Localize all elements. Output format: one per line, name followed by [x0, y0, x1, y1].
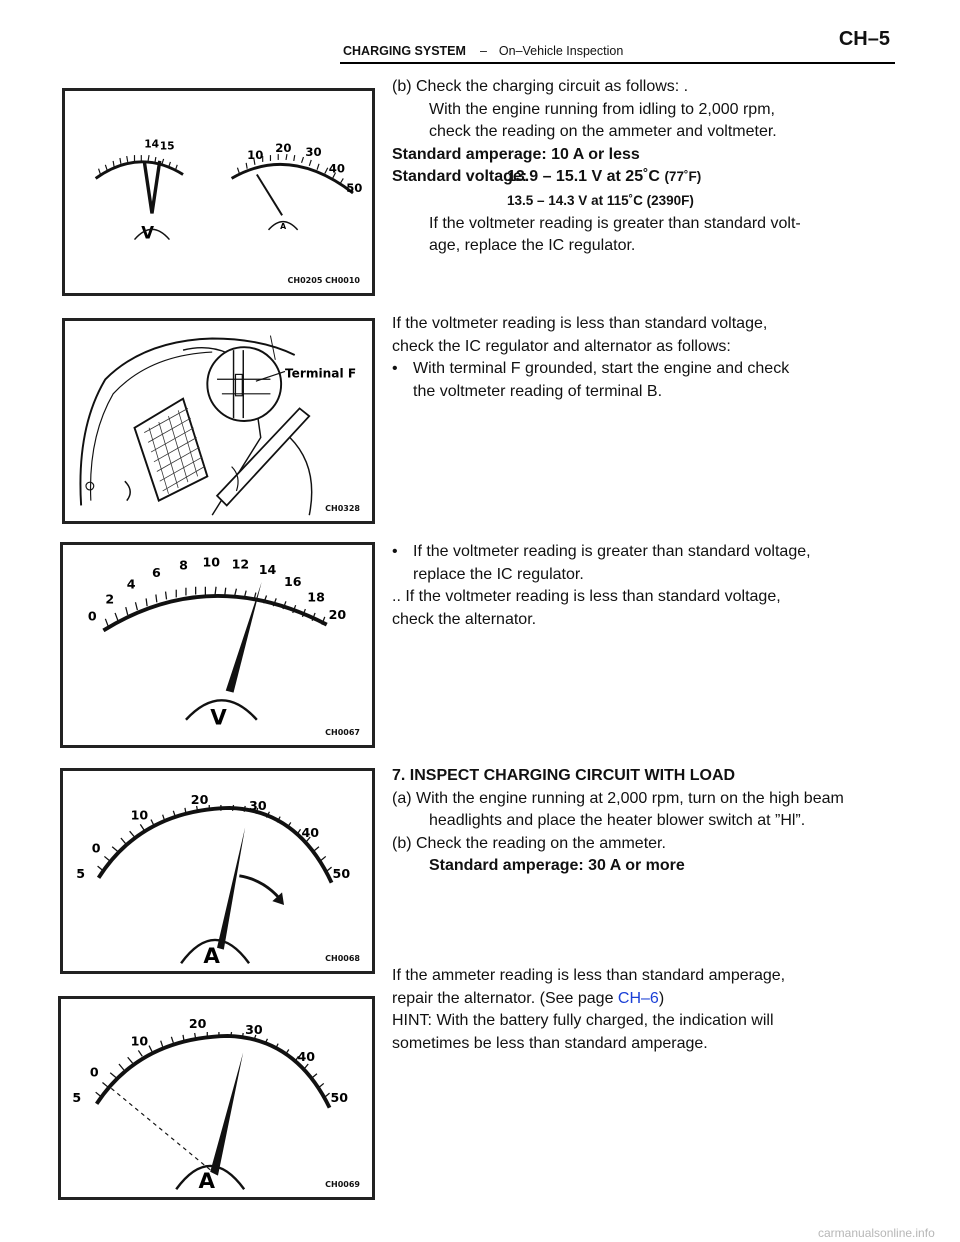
block4-line4: Standard amperage: 30 A or more [429, 857, 685, 874]
fig3-tick-4: 4 [126, 576, 136, 592]
volt-amp-meters-drawing [65, 91, 372, 293]
block2-line1: If the voltmeter reading is less than standard voltage, [392, 315, 768, 332]
figure-ammeter-reference [58, 996, 375, 1200]
block4-line2: headlights and place the heater blower switch at ”Hl”. [429, 812, 806, 829]
block4-heading: 7. INSPECT CHARGING CIRCUIT WITH LOAD [392, 767, 736, 784]
block5-line2-pre: repair the alternator. (See page [392, 989, 618, 1007]
text-block-voltmeter-result [392, 541, 862, 631]
fig5-ammeter-label: A [198, 1169, 216, 1195]
block3-line2: replace the IC regulator. [413, 565, 584, 583]
block5-line2-post: ) [658, 989, 665, 1007]
fig4-tick-40: 40 [301, 825, 320, 841]
block3-line3: .. If the voltmeter reading is less than standard voltage, [392, 588, 781, 605]
block2-line2: check the IC regulator and alternator as follows: [392, 337, 731, 355]
figure-voltmeter-scale [60, 542, 375, 748]
fig2-code: CH0328 [325, 504, 360, 513]
header-section: CHARGING SYSTEM [343, 44, 466, 58]
fig4-tick-50: 50 [332, 865, 351, 881]
block1-line7: age, replace the IC regulator. [429, 237, 636, 254]
figure-alternator-terminal-f [62, 318, 375, 524]
block2-bullet-item [392, 358, 862, 381]
fig1-ammeter-label: A [280, 221, 287, 231]
fig3-tick-16: 16 [284, 573, 302, 589]
block1-volt-value-f: (77˚F) [664, 169, 702, 184]
fig3-tick-0: 0 [87, 608, 97, 624]
block1-line3: check the reading on the ammeter and voltmeter. [429, 123, 777, 140]
fig4-tick-5: 5 [76, 865, 86, 881]
fig5-tick-5: 5 [72, 1089, 82, 1105]
header-rule [340, 62, 895, 64]
fig5-tick-0: 0 [89, 1064, 99, 1080]
text-block-ammeter-result [392, 965, 862, 1055]
block2-line3: With terminal F grounded, start the engine and check [413, 360, 790, 377]
watermark: carmanualsonline.info [818, 1226, 935, 1240]
fig5-tick-50: 50 [330, 1089, 349, 1105]
block4-line1: (a) With the engine running at 2,000 rpm, turn on the high beam [392, 789, 844, 807]
block5-line1: If the ammeter reading is less than standard amperage, [392, 967, 786, 984]
block5-line2 [392, 988, 862, 1011]
block3-line1: If the voltmeter reading is greater than standard voltage, [413, 543, 811, 560]
fig4-tick-20: 20 [190, 792, 209, 808]
header-subsection: On–Vehicle Inspection [498, 44, 624, 58]
fig3-tick-12: 12 [231, 556, 250, 572]
figure-volt-amp-meters [62, 88, 375, 296]
fig1-amp-tick-10: 10 [247, 147, 264, 162]
fig4-code: CH0068 [325, 954, 360, 963]
fig4-tick-30: 30 [249, 797, 267, 813]
fig5-code: CH0069 [325, 1180, 360, 1189]
fig3-tick-18: 18 [307, 589, 325, 605]
fig1-voltmeter-label: V [141, 223, 155, 243]
page-header [0, 28, 960, 64]
block2-line4: the voltmeter reading of terminal B. [413, 382, 663, 400]
fig2-terminal-f-callout: Terminal F [285, 366, 357, 381]
ammeter-reference-drawing [61, 999, 372, 1197]
fig4-tick-10: 10 [130, 807, 149, 823]
fig1-amp-tick-30: 30 [305, 145, 322, 160]
fig3-tick-6: 6 [151, 565, 161, 581]
fig1-amp-tick-40: 40 [328, 161, 345, 176]
block4-line3: (b) Check the reading on the ammeter. [392, 834, 666, 852]
fig4-tick-0: 0 [91, 840, 101, 856]
block1-volt-value2: 13.5 – 14.3 V at 115˚C (2390F) [507, 192, 694, 208]
block3-line4: check the alternator. [392, 610, 537, 628]
block5-line4: sometimes be less than standard amperage. [392, 1034, 708, 1052]
alternator-drawing [65, 321, 372, 521]
fig3-tick-2: 2 [105, 591, 115, 607]
fig1-tick-14: 14 [144, 137, 160, 151]
block1-volt-label: Standard voltage: [392, 168, 528, 185]
block3-bullet: • [392, 543, 398, 560]
fig5-tick-30: 30 [245, 1021, 263, 1037]
header-section-title [343, 44, 623, 58]
block1-standard-amperage: Standard amperage: 10 A or less [392, 145, 640, 163]
fig3-code: CH0067 [325, 728, 360, 737]
block2-bullet: • [392, 360, 398, 377]
fig5-tick-10: 10 [130, 1033, 149, 1049]
text-block-charging-circuit-check [392, 76, 862, 258]
text-block-inspect-with-load [392, 765, 872, 878]
figure-ammeter-with-load [60, 768, 375, 974]
fig3-voltmeter-label: V [210, 705, 227, 731]
block1-line6: If the voltmeter reading is greater than standard volt- [429, 214, 801, 232]
voltmeter-scale-drawing [63, 545, 372, 745]
header-separator: – [479, 44, 487, 58]
fig5-tick-40: 40 [297, 1049, 316, 1065]
text-block-ic-regulator-check [392, 313, 862, 403]
fig3-tick-14: 14 [258, 562, 277, 578]
fig1-amp-tick-20: 20 [275, 141, 292, 156]
block1-volt-value: 13.9 – 15.1 V at 25˚C [507, 168, 660, 185]
block3-bullet-item [392, 541, 862, 564]
block5-line3: HINT: With the battery fully charged, the indication will [392, 1012, 774, 1029]
fig5-tick-20: 20 [188, 1016, 207, 1032]
fig4-ammeter-label: A [203, 944, 220, 970]
fig3-tick-20: 20 [328, 606, 347, 622]
block1-line1: (b) Check the charging circuit as follows: . [392, 78, 689, 95]
block1-standard-voltage [392, 166, 862, 189]
fig1-amp-tick-50: 50 [346, 181, 363, 195]
block1-line2: With the engine running from idling to 2,000 rpm, [429, 100, 775, 118]
page-link-ch6[interactable]: CH–6 [617, 989, 659, 1007]
ammeter-with-load-drawing [63, 771, 372, 971]
page-number: CH–5 [838, 28, 890, 50]
fig3-tick-8: 8 [179, 557, 188, 573]
fig1-tick-15: 15 [159, 139, 175, 153]
fig1-code: CH0205 CH0010 [287, 276, 360, 285]
fig3-tick-10: 10 [202, 554, 221, 570]
